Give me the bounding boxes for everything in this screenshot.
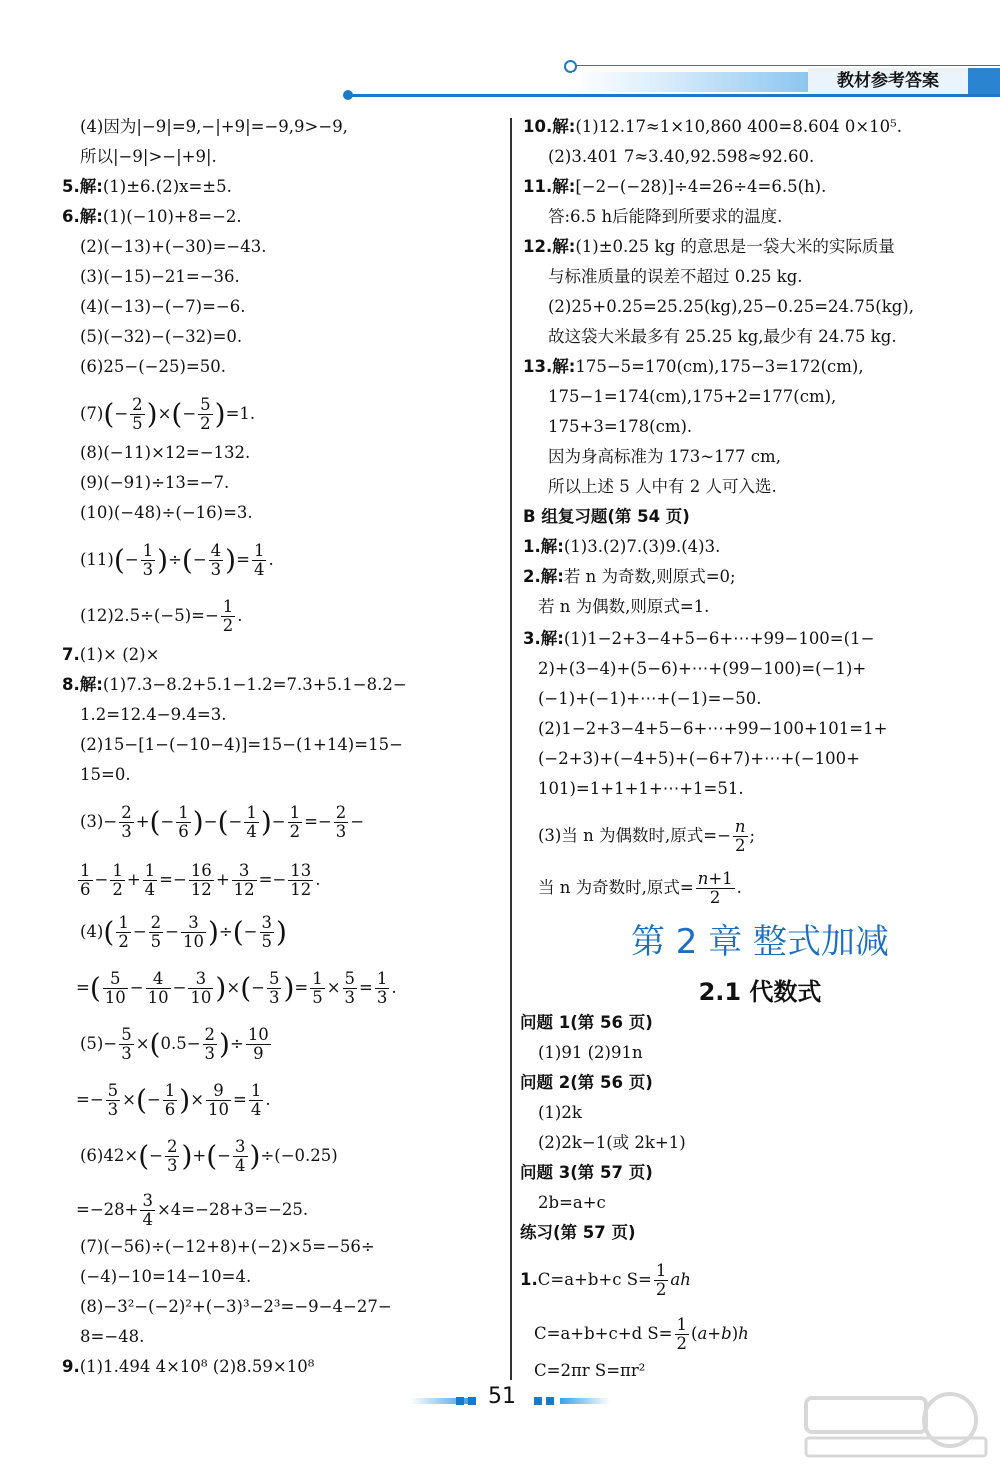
footer-square xyxy=(534,1397,542,1405)
answer-line xyxy=(62,674,407,696)
answer-line xyxy=(62,206,242,228)
answer-line xyxy=(523,116,902,138)
answer-text: (1)3.(2)7.(3)9.(4)3. xyxy=(563,537,721,556)
answer-line: 175+3=178(cm). xyxy=(548,417,693,436)
answer-line: (4)因为|−9|=9,−|+9|=−9,9>−9, xyxy=(80,117,348,136)
answer-line: 与标准质量的误差不超过 0.25 kg. xyxy=(548,267,803,286)
footer-right-band xyxy=(560,1398,610,1404)
answer-line xyxy=(62,1356,314,1378)
question-number: 12.解: xyxy=(523,237,576,256)
answer-text: 175−5=170(cm),175−3=172(cm), xyxy=(575,357,864,376)
answer-line: 175−1=174(cm),175+2=177(cm), xyxy=(548,387,837,406)
answer-line: (5)(−32)−(−32)=0. xyxy=(80,327,243,346)
answer-line: 1.2=12.4−9.4=3. xyxy=(80,705,227,724)
answer-line: 所以|−9|>−|+9|. xyxy=(80,147,217,166)
answer-text: 当 n 为奇数时,原式= xyxy=(538,878,694,897)
answer-line: (2)3.401 7≈3.40,92.598≈92.60. xyxy=(548,147,815,166)
header-label: 教材参考答案 xyxy=(808,68,968,94)
math-line: C=a+b+c+d S= $\frac{1}{2}$ (a+b)h xyxy=(534,1315,749,1353)
answer-text: (1)1.494 4×10⁸ (2)8.59×10⁸ xyxy=(79,1357,315,1376)
answer-text: [−2−(−28)]÷4=26÷4=6.5(h). xyxy=(575,177,827,196)
answer-line: (8)(−11)×12=−132. xyxy=(80,443,251,462)
answer-line: 因为身高标准为 173∼177 cm, xyxy=(548,447,781,466)
answer-line: (2)25+0.25=25.25(kg),25−0.25=24.75(kg), xyxy=(548,297,914,316)
header-rule xyxy=(348,94,1000,97)
footer-square xyxy=(546,1397,554,1405)
answer-line: (1)2k xyxy=(538,1103,582,1122)
answer-line: (2)15−[1−(−10−4)]=15−(1+14)=15− xyxy=(80,735,403,754)
question-number: 7. xyxy=(62,645,80,664)
answer-text: 若 n 为奇数,则原式=0; xyxy=(563,567,736,586)
math-line: (3)− $\frac{2}{3}$ +(− $\frac{1}{6}$ )−(− $\frac{1}{4}$ )− $\frac{1}{2}$ =− $\frac{2}{3}$ − xyxy=(80,803,365,841)
answer-line: (4)(−13)−(−7)=−6. xyxy=(80,297,246,316)
math-line: 当 n 为奇数时,原式= $\frac{n+1}{2}$ . xyxy=(538,869,742,907)
answer-text: (1)× (2)× xyxy=(79,645,160,664)
chapter-title: 第 2 章 整式加减 xyxy=(630,922,890,962)
answer-line: 15=0. xyxy=(80,765,131,784)
answer-line xyxy=(523,176,826,198)
question-number: 10.解: xyxy=(523,117,576,136)
header-thin-rule xyxy=(575,65,1000,66)
answer-line: (3)(−15)−21=−36. xyxy=(80,267,240,286)
math-line: =−28+ $\frac{3}{4}$ ×4=−28+3=−25. xyxy=(76,1191,309,1229)
answer-line: 答:6.5 h后能降到所要求的温度. xyxy=(548,207,783,226)
math-line: (5)− $\frac{5}{3}$ ×(0.5− $\frac{2}{3}$ )÷ $\frac{10}{9}$ xyxy=(80,1025,269,1063)
math-line: 1.C=a+b+c S= $\frac{1}{2}$ ah xyxy=(520,1261,691,1299)
math-line: =− $\frac{5}{3}$ ×(− $\frac{1}{6}$ )× $\frac{9}{10}$ = $\frac{1}{4}$ . xyxy=(76,1081,271,1119)
answer-line xyxy=(62,176,232,198)
question-number: 8.解: xyxy=(62,675,103,694)
watermark-logo xyxy=(800,1390,990,1460)
problem-heading: 问题 3(第 57 页) xyxy=(520,1163,653,1182)
problem-heading: 问题 1(第 56 页) xyxy=(520,1013,653,1032)
answer-line: 8=−48. xyxy=(80,1327,145,1346)
math-line: (3)当 n 为偶数时,原式=− $\frac{n}{2}$ ; xyxy=(538,817,756,855)
answer-text: (1)7.3−8.2+5.1−1.2=7.3+5.1−8.2− xyxy=(102,675,407,694)
problem-heading: 问题 2(第 56 页) xyxy=(520,1073,653,1092)
answer-text: (1)12.17≈1×10,860 400=8.604 0×10⁵. xyxy=(575,117,903,136)
column-divider xyxy=(510,118,512,1380)
answer-line: (2)1−2+3−4+5−6+⋯+99−100+101=1+ xyxy=(538,719,888,738)
answer-line xyxy=(523,566,736,588)
answer-text: C=a+b+c+d S= xyxy=(534,1324,673,1343)
section-title: 2.1 代数式 xyxy=(698,978,822,1006)
answer-line: 2)+(3−4)+(5−6)+⋯+(99−100)=(−1)+ xyxy=(538,659,867,678)
math-line: (4)( $\frac{1}{2}$ − $\frac{2}{5}$ − $\frac{3}{10}$ )÷(− $\frac{3}{5}$ ) xyxy=(80,913,287,951)
answer-line: (10)(−48)÷(−16)=3. xyxy=(80,503,253,522)
math-line: (6)42×(− $\frac{2}{3}$ )+(− $\frac{3}{4}$ )÷(−0.25) xyxy=(80,1137,338,1175)
answer-line: 若 n 为偶数,则原式=1. xyxy=(538,597,710,616)
answer-line xyxy=(523,628,874,650)
answer-line xyxy=(62,644,159,666)
answer-line: 故这袋大米最多有 25.25 kg,最少有 24.75 kg. xyxy=(548,327,897,346)
math-line: $\frac{1}{6}$ − $\frac{1}{2}$ + $\frac{1}{4}$ =− $\frac{16}{12}$ + $\frac{3}{12}$ =− $\frac{13}{12}$ . xyxy=(80,861,321,899)
answer-text: (3)当 n 为偶数时,原式= xyxy=(538,826,718,845)
footer-square xyxy=(456,1397,464,1405)
answer-line: (9)(−91)÷13=−7. xyxy=(80,473,230,492)
answer-line: (7)(−56)÷(−12+8)+(−2)×5=−56÷ xyxy=(80,1237,375,1256)
answer-line: (2)(−13)+(−30)=−43. xyxy=(80,237,267,256)
question-number: 1.解: xyxy=(523,537,564,556)
math-line: (11)(− $\frac{1}{3}$ )÷(− $\frac{4}{3}$ )= $\frac{1}{4}$ . xyxy=(80,541,274,579)
answer-line xyxy=(523,236,895,258)
answer-line: (−1)+(−1)+⋯+(−1)=−50. xyxy=(538,689,762,708)
answer-line: (2)2k−1(或 2k+1) xyxy=(538,1133,686,1152)
answer-line: (−4)−10=14−10=4. xyxy=(80,1267,252,1286)
question-number: 2.解: xyxy=(523,567,564,586)
answer-text: (1)±6.(2)x=±5. xyxy=(102,177,232,196)
question-number: 1. xyxy=(520,1270,538,1289)
math-line: (7)(− $\frac{2}{5}$ )×(− $\frac{5}{2}$ )=1. xyxy=(80,395,256,433)
answer-text: (1)1−2+3−4+5−6+⋯+99−100=(1− xyxy=(563,629,875,648)
answer-line: 所以上述 5 人中有 2 人可入选. xyxy=(548,477,777,496)
page-number: 51 xyxy=(488,1384,516,1409)
footer-square xyxy=(468,1397,476,1405)
answer-text: (1)(−10)+8=−2. xyxy=(102,207,242,226)
answer-line: (1)91 (2)91n xyxy=(538,1043,643,1062)
math-line: (12)2.5÷(−5)=− $\frac{1}{2}$ . xyxy=(80,597,243,635)
answer-line: (−2+3)+(−4+5)+(−6+7)+⋯+(−100+ xyxy=(538,749,860,768)
answer-line xyxy=(523,356,864,378)
question-number: 9. xyxy=(62,1357,80,1376)
answer-text: (1)±0.25 kg 的意思是一袋大米的实际质量 xyxy=(575,237,895,256)
answer-line: (8)−3²−(−2)²+(−3)³−2³=−9−4−27− xyxy=(80,1297,392,1316)
answer-line: 101)=1+1+1+⋯+1=51. xyxy=(538,779,744,798)
question-number: 13.解: xyxy=(523,357,576,376)
answer-line: C=2πr S=πr² xyxy=(534,1361,646,1380)
header-gradient-band xyxy=(572,72,808,92)
answer-line: (6)25−(−25)=50. xyxy=(80,357,226,376)
answer-line xyxy=(523,536,720,558)
answer-line: 2b=a+c xyxy=(538,1193,606,1212)
problem-heading: 练习(第 57 页) xyxy=(520,1223,636,1242)
header-tab xyxy=(968,68,1000,94)
section-heading: B 组复习题(第 54 页) xyxy=(523,507,690,526)
question-number: 6.解: xyxy=(62,207,103,226)
question-number: 5.解: xyxy=(62,177,103,196)
answer-text: C=a+b+c S= xyxy=(537,1270,652,1289)
question-number: 3.解: xyxy=(523,629,564,648)
math-line: =( $\frac{5}{10}$ − $\frac{4}{10}$ − $\frac{3}{10}$ )×(− $\frac{5}{3}$ )= $\frac{1}{5}$ × $\frac{5}{3}$ = $\frac{1}{3}$ . xyxy=(76,969,397,1007)
header-dot-ornament xyxy=(343,90,353,100)
question-number: 11.解: xyxy=(523,177,576,196)
